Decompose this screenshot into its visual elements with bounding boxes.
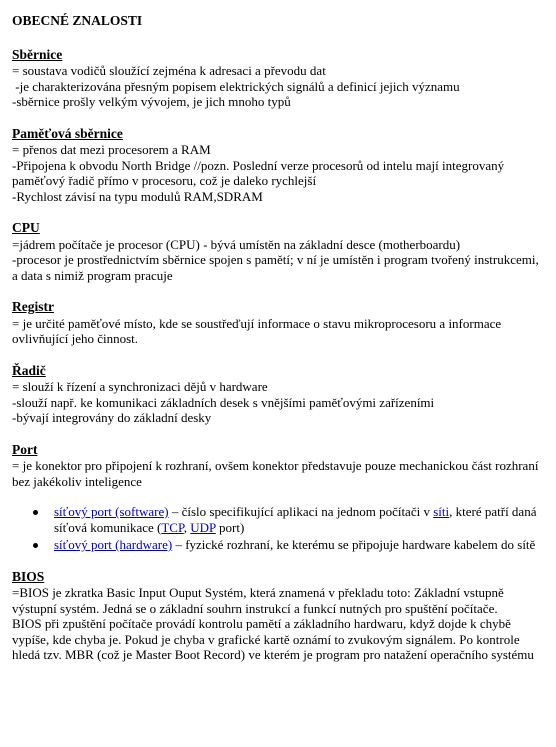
section-bios — [12, 569, 542, 663]
section-registr — [12, 299, 542, 347]
section-heading: BIOS — [12, 568, 45, 584]
section-heading: Port — [12, 441, 38, 457]
section-sbernice — [12, 47, 542, 110]
section-heading: Řadič — [12, 362, 46, 378]
list-item-text: – fyzické rozhraní, ke kterému se připojuje hardware kabelem do sítě — [172, 537, 536, 552]
list-item-text: , které patří daná síťová komunikace ( — [54, 504, 537, 535]
list-item-text: port) — [215, 519, 245, 535]
section-line: =BIOS je zkratka Basic Input Ouput Systém, která znamená v překladu toto: Základní vstupně výstupní systém. Jedná se o základní souhrn instrukcí a funkcí nutných pro spuštění počítače. — [12, 585, 508, 616]
section-line: -bývají integrovány do základní desky — [12, 410, 212, 425]
list-item — [54, 504, 542, 535]
section-line: = je určité paměťové místo, kde se soustřeďují informace o stavu mikroprocesoru a informace ovlivňující jeho činnost. — [12, 315, 505, 346]
list-item — [54, 537, 542, 553]
section-line: -sběrnice prošly velkým vývojem, je jich mnoho typů — [12, 94, 291, 109]
section-heading: Registr — [12, 299, 54, 314]
section-heading: CPU — [12, 220, 40, 235]
section-line: = je konektor pro připojení k rozhraní, ovšem konektor představuje pouze mechanickou část rozhraní bez jakékoliv inteligence — [12, 458, 542, 489]
list-item-text: , — [183, 519, 191, 535]
section-port — [12, 442, 542, 553]
link-sitovy-port-hardware[interactable]: síťový port (hardware) — [54, 537, 173, 552]
link-tcp[interactable]: TCP — [161, 519, 184, 535]
link-siti[interactable]: síti — [433, 504, 450, 519]
document-page — [12, 13, 542, 679]
section-line: = soustava vodičů sloužící zejména k adresaci a převodu dat — [12, 63, 326, 78]
list-item-text: – číslo specifikující aplikaci na jednom počítači v — [168, 504, 434, 519]
section-line: -procesor je prostřednictvím sběrnice spojen s pamětí; v ní je umístěn i program tvořený instrukcemi, a data s nimiž program pracuje — [12, 252, 542, 283]
section-line: = slouží k řízení a synchronizaci dějů v hardware — [12, 379, 268, 394]
section-heading: Sběrnice — [12, 46, 63, 62]
section-line: -Připojena k obvodu North Bridge //pozn. Poslední verze procesorů od intelu mají integrovaný paměťový řadič přímo v procesoru, což je daleko rychlejší — [12, 157, 508, 188]
section-line: -je charakterizována přesným popisem elektrických signálů a definicí jejich významu — [12, 78, 460, 94]
section-pametova-sbernice — [12, 126, 542, 205]
section-line: = přenos dat mezi procesorem a RAM — [12, 142, 211, 157]
section-radic — [12, 363, 542, 426]
link-udp[interactable]: UDP — [190, 519, 216, 535]
section-line: =jádrem počítače je procesor (CPU) - bývá umístěn na základní desce (motherboardu) — [12, 236, 461, 252]
port-list — [12, 504, 542, 553]
section-cpu — [12, 220, 542, 283]
link-sitovy-port-software[interactable]: síťový port (software) — [54, 504, 169, 519]
section-line: -Rychlost závisí na typu modulů RAM,SDRAM — [12, 188, 263, 204]
section-heading: Paměťová sběrnice — [12, 125, 123, 141]
section-line: BIOS při zpuštění počítače provádí kontrolu pamětí a základního hardwaru, když dojde k chybě vypíše, kde chyba je. Pokud je chyba v grafické kartě oznámí to zvukovým signálem. Po kontrole hledá tzv. MBR (což je Master Boot Record) ve kterém je program pro natažení operačního systému — [12, 616, 534, 662]
section-line: -slouží např. ke komunikaci základních desek s vnějšími paměťovými zařízeními — [12, 394, 435, 410]
document-title: OBECNÉ ZNALOSTI — [12, 13, 143, 28]
